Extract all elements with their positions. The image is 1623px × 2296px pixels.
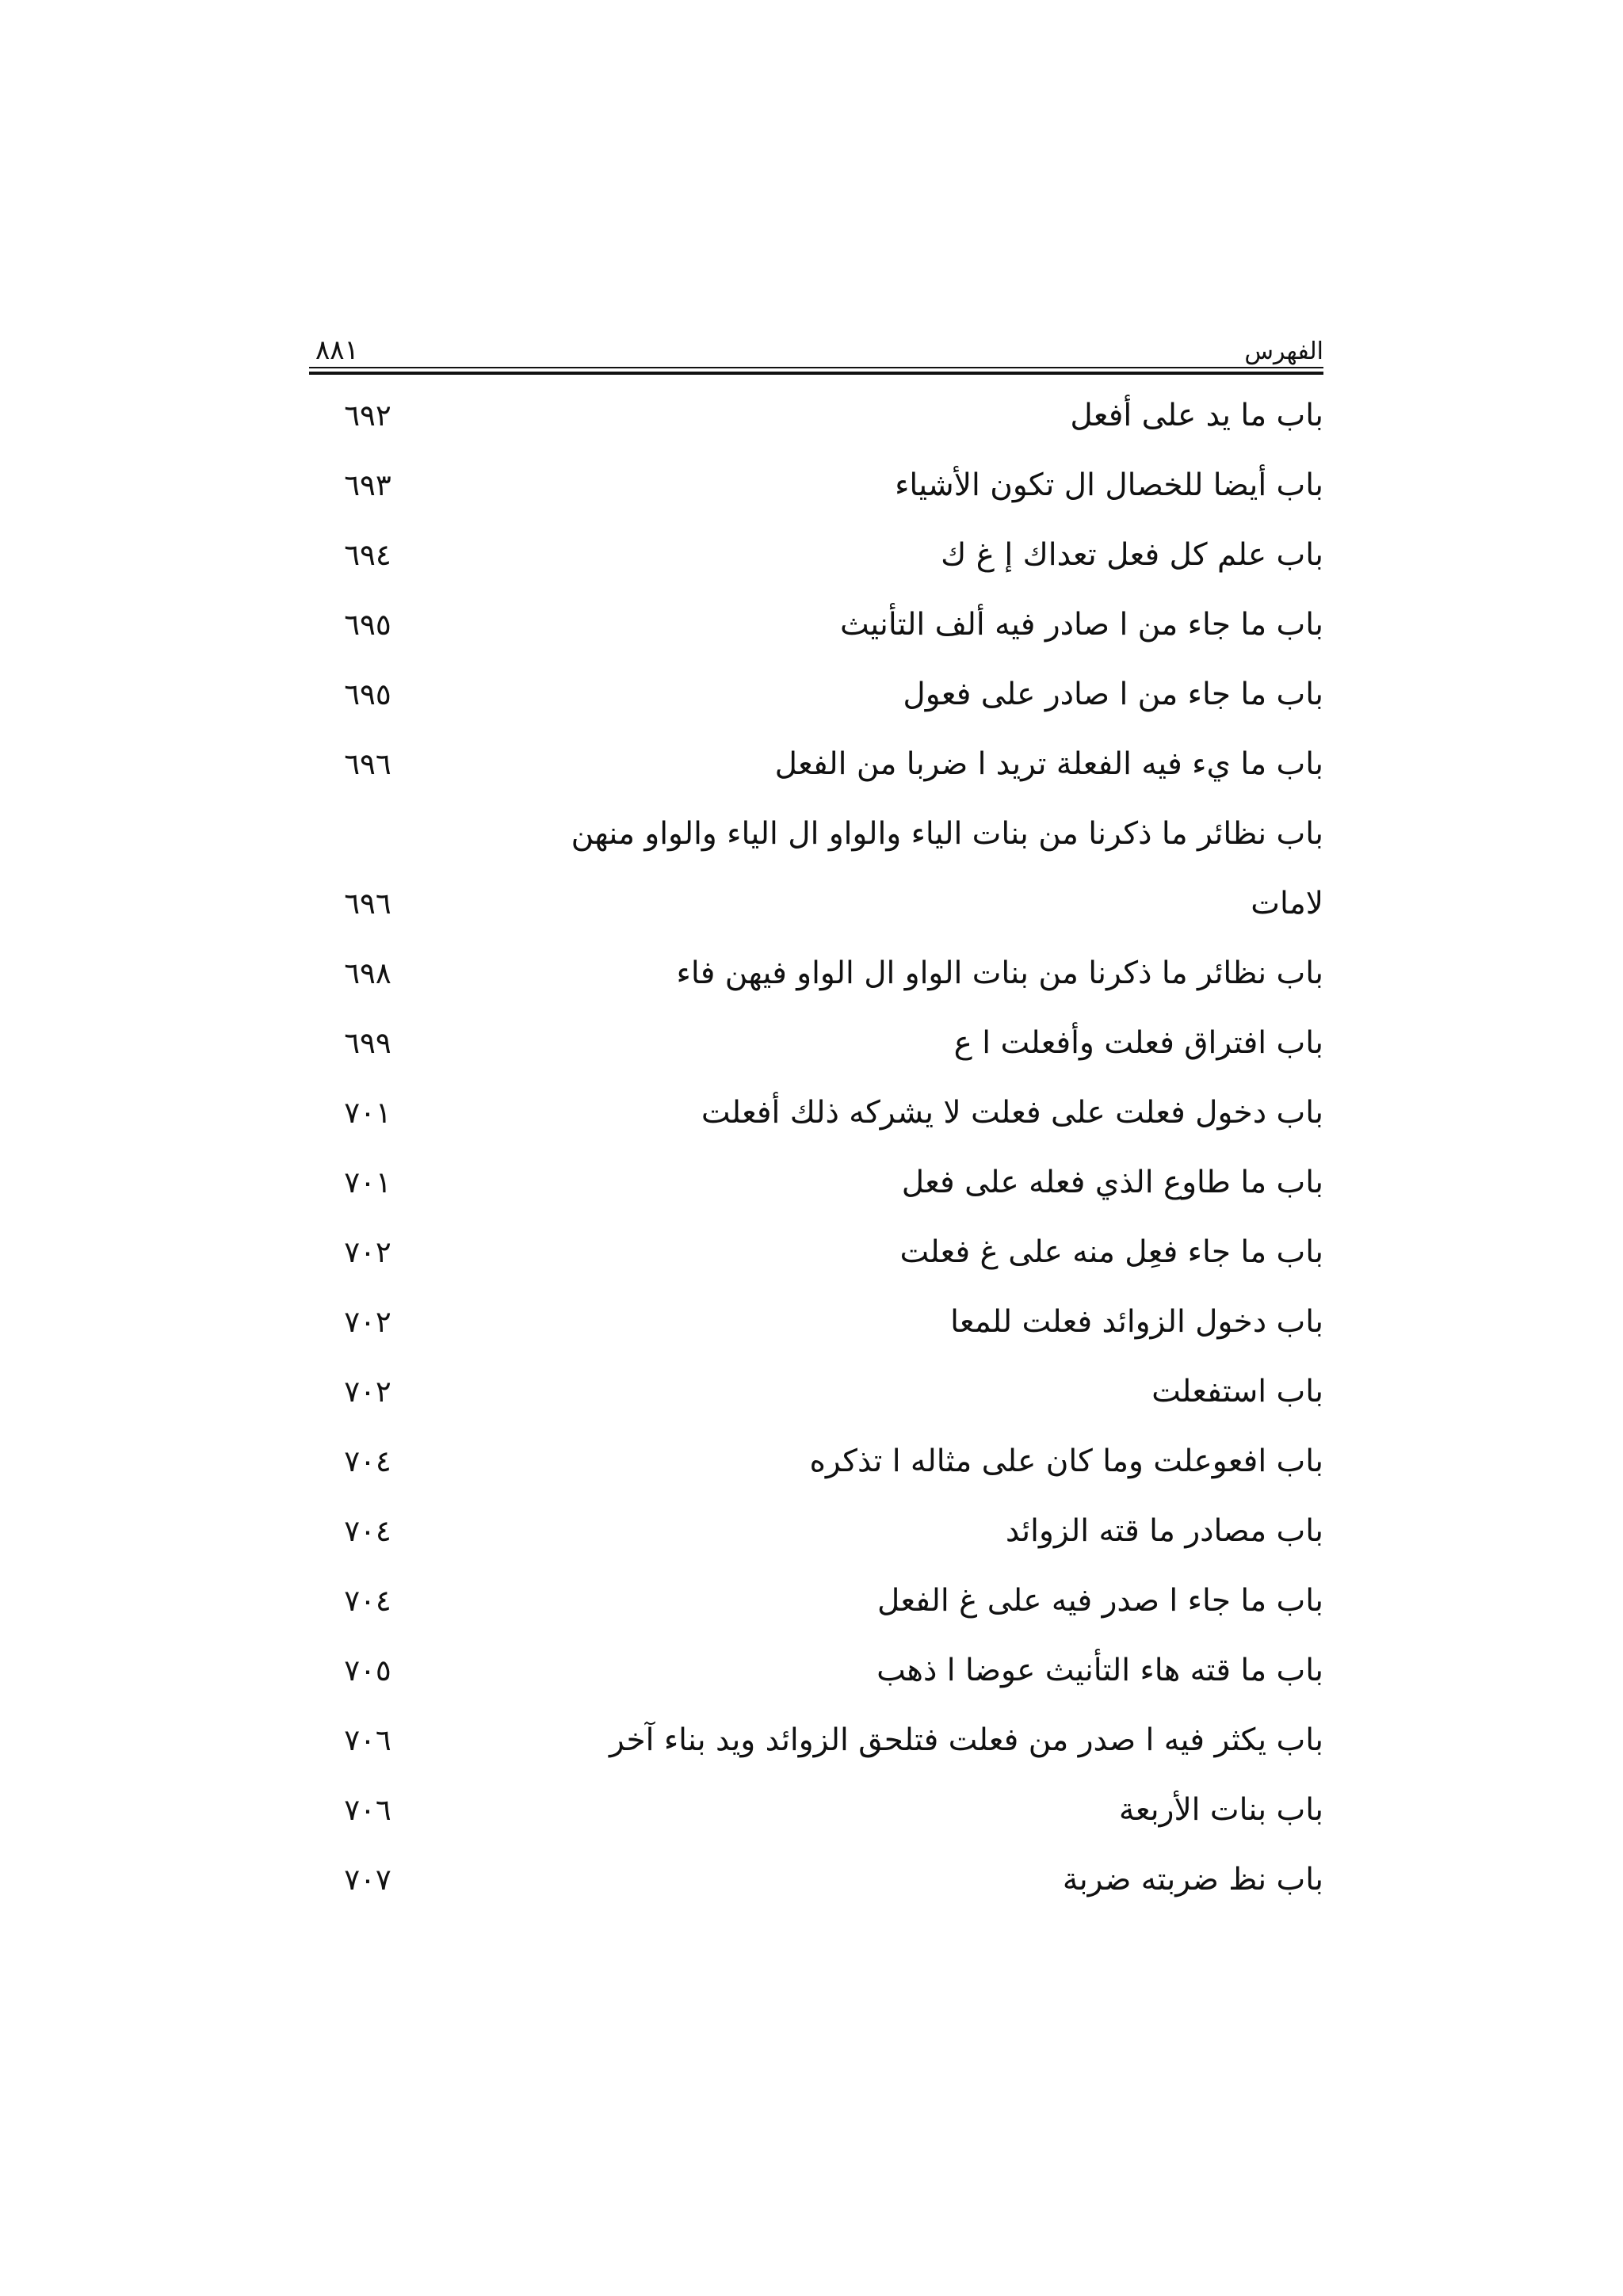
toc-entry <box>309 1706 1323 1775</box>
toc-entry <box>309 869 1323 939</box>
entry-page: ٦٩٢ <box>344 399 391 433</box>
entry-title: باب بنات الأربعة <box>1119 1792 1323 1828</box>
entry-title: لامات <box>1251 886 1323 921</box>
toc-entry <box>309 381 1323 451</box>
entry-page: ٧٠٢ <box>344 1305 391 1339</box>
entry-title: باب افتراق فعلت وأفعلت ا ع <box>953 1025 1323 1061</box>
toc-entry <box>309 939 1323 1009</box>
toc-entry <box>309 1078 1323 1148</box>
toc-entry <box>309 1427 1323 1497</box>
toc-entry <box>309 1218 1323 1287</box>
entry-page: ٦٩٤ <box>344 538 391 572</box>
entry-title: باب ما جاء فعِل منه على غ فعلت <box>899 1234 1323 1270</box>
toc-entry <box>309 799 1323 869</box>
entry-title: باب ما يد على أفعل <box>1070 398 1323 433</box>
entry-page: ٧٠٢ <box>344 1375 391 1409</box>
toc-entry <box>309 1497 1323 1566</box>
entry-page: ٧٠٦ <box>344 1793 391 1827</box>
entry-page: ٦٩٦ <box>344 747 391 781</box>
entry-title: باب يكثر فيه ا صدر من فعلت فتلحق الزوائد ويد بناء آخر <box>609 1722 1323 1758</box>
entry-title: باب ما طاوع الذي فعله على فعل <box>901 1165 1323 1200</box>
header-rule-thick <box>309 372 1323 375</box>
toc-entry <box>309 660 1323 730</box>
entry-page: ٦٩٦ <box>344 887 391 921</box>
entry-page: ٧٠٤ <box>344 1514 391 1548</box>
running-title: الفهرس <box>1244 338 1323 365</box>
entry-page: ٧٠١ <box>344 1096 391 1130</box>
toc-entry <box>309 451 1323 521</box>
entry-page: ٧٠٢ <box>344 1235 391 1269</box>
entry-title: باب ما جاء من ا صادر على فعول <box>903 677 1323 712</box>
entry-page: ٧٠٦ <box>344 1723 391 1757</box>
entry-title: باب مصادر ما قته الزوائد <box>1005 1513 1323 1549</box>
entry-title: باب ما جاء من ا صادر فيه ألف التأنيث <box>839 607 1323 643</box>
entry-page: ٦٩٣ <box>344 468 391 502</box>
entry-page: ٧٠٤ <box>344 1584 391 1618</box>
entry-title: باب استفعلت <box>1151 1374 1323 1409</box>
entry-page: ٦٩٨ <box>344 956 391 990</box>
toc-entry <box>309 521 1323 590</box>
entry-page: ٦٩٩ <box>344 1026 391 1060</box>
entry-title: باب افعوعلت وما كان على مثاله ا تذكره <box>809 1444 1323 1479</box>
toc-entry <box>309 590 1323 660</box>
toc-entry <box>309 1845 1323 1915</box>
toc-entry <box>309 1775 1323 1845</box>
entry-title: باب علم كل فعل تعداك إ غ ك <box>941 537 1323 573</box>
entry-page: ٧٠٤ <box>344 1444 391 1478</box>
entry-page: ٧٠٧ <box>344 1863 391 1897</box>
entry-title: باب ما قته هاء التأنيث عوضا ا ذهب <box>876 1653 1323 1688</box>
entry-title: باب نظائر ما ذكرنا من بنات الياء والواو ال الياء والواو منهن <box>571 816 1323 852</box>
toc-entry <box>309 1636 1323 1706</box>
entry-title: باب ما يء فيه الفعلة تريد ا ضربا من الفعل <box>774 746 1323 782</box>
entry-page: ٦٩٥ <box>344 677 391 711</box>
toc-entry <box>309 1357 1323 1427</box>
page-header <box>309 321 1323 367</box>
entry-page: ٧٠١ <box>344 1165 391 1199</box>
toc-entry <box>309 1566 1323 1636</box>
table-of-contents <box>309 381 1323 1915</box>
entry-title: باب دخول فعلت على فعلت لا يشركه ذلك أفعلت <box>701 1095 1323 1131</box>
book-page <box>309 321 1323 1915</box>
toc-entry <box>309 1287 1323 1357</box>
toc-entry <box>309 730 1323 799</box>
entry-title: باب دخول الزوائد فعلت للمعا <box>950 1304 1323 1340</box>
toc-entry <box>309 1009 1323 1078</box>
header-rule-thin <box>309 367 1323 368</box>
entry-title: باب نظائر ما ذكرنا من بنات الواو ال الواو فيهن فاء <box>676 955 1323 991</box>
entry-page: ٦٩٥ <box>344 608 391 642</box>
toc-entry <box>309 1148 1323 1218</box>
entry-title: باب أيضا للخصال ال تكون الأشياء <box>895 467 1323 503</box>
entry-title: باب ما جاء ا صدر فيه على غ الفعل <box>876 1583 1323 1619</box>
page-number: ٨٨١ <box>315 334 359 366</box>
entry-page: ٧٠٥ <box>344 1653 391 1688</box>
entry-title: باب نظ ضربته ضربة <box>1062 1862 1323 1897</box>
